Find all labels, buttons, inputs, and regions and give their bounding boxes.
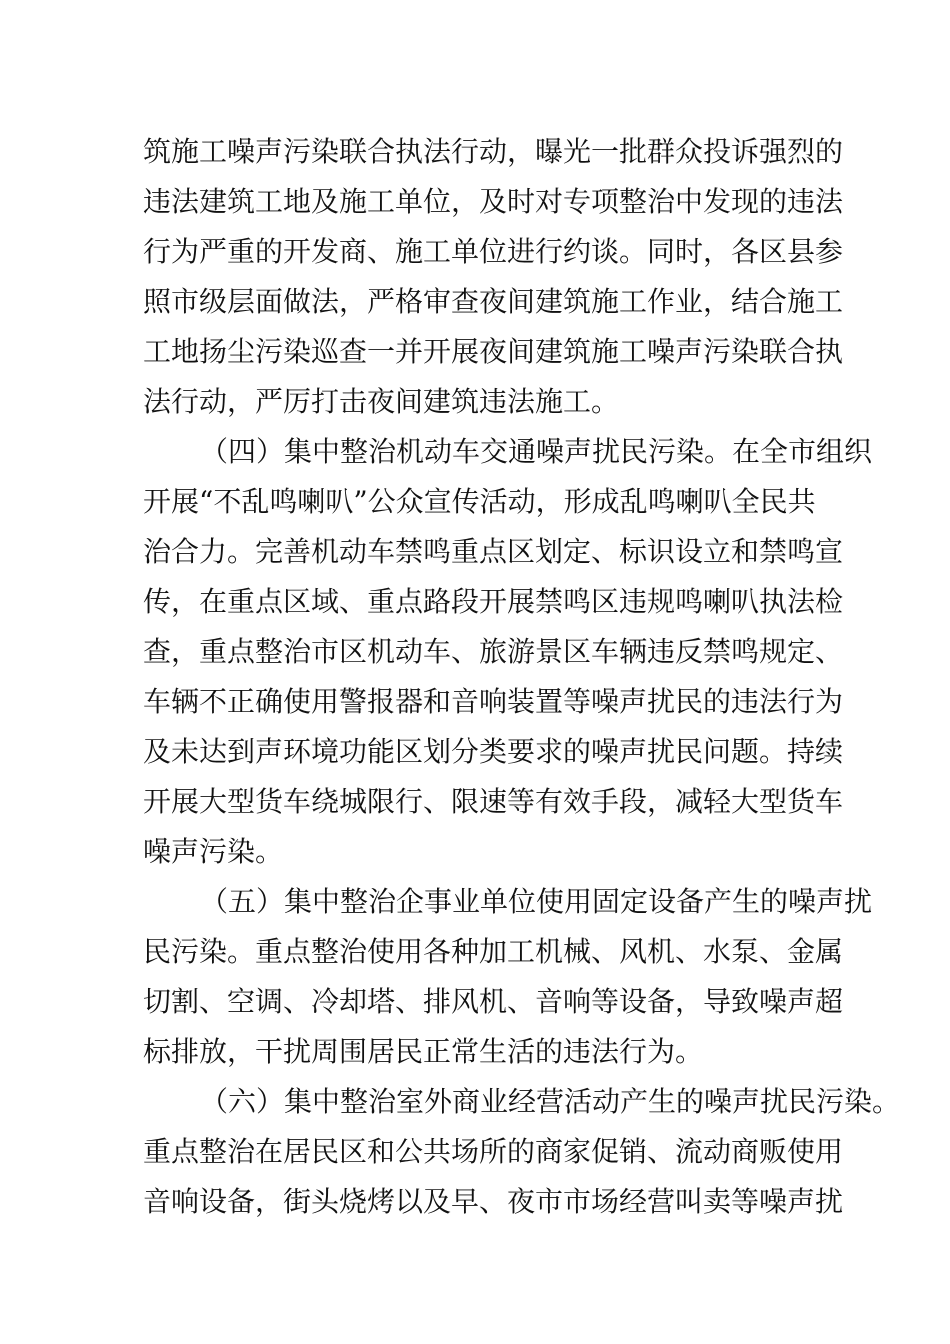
- text-line: 治合力。完善机动车禁鸣重点区划定、标识设立和禁鸣宣: [143, 535, 844, 568]
- text-line: 切割、空调、冷却塔、排风机、音响等设备，导致噪声超: [143, 985, 844, 1018]
- text-line: 噪声污染。: [143, 835, 284, 868]
- text-line: 行为严重的开发商、施工单位进行约谈。同时，各区县参: [143, 235, 844, 268]
- text-line: 传，在重点区域、重点路段开展禁鸣区违规鸣喇叭执法检: [143, 585, 844, 618]
- text-line: 音响设备，街头烧烤以及早、夜市市场经营叫卖等噪声扰: [143, 1185, 844, 1218]
- text-line: 标排放，干扰周围居民正常生活的违法行为。: [143, 1035, 704, 1068]
- text-line: 照市级层面做法，严格审查夜间建筑施工作业，结合施工: [143, 285, 844, 318]
- text-line: 筑施工噪声污染联合执法行动，曝光一批群众投诉强烈的: [143, 135, 844, 168]
- text-line: 民污染。重点整治使用各种加工机械、风机、水泵、金属: [143, 935, 844, 968]
- text-line: 法行动，严厉打击夜间建筑违法施工。: [143, 385, 620, 418]
- text-line: 开展“不乱鸣喇叭”公众宣传活动，形成乱鸣喇叭全民共: [143, 485, 816, 518]
- text-line: 重点整治在居民区和公共场所的商家促销、流动商贩使用: [143, 1135, 844, 1168]
- text-line: 工地扬尘污染巡查一并开展夜间建筑施工噪声污染联合执: [143, 335, 844, 368]
- text-line: 及未达到声环境功能区划分类要求的噪声扰民问题。持续: [143, 735, 844, 768]
- text-line: （四）集中整治机动车交通噪声扰民污染。在全市组织: [200, 435, 873, 468]
- text-line: 开展大型货车绕城限行、限速等有效手段，减轻大型货车: [143, 785, 844, 818]
- text-line: （六）集中整治室外商业经营活动产生的噪声扰民污染。: [200, 1085, 901, 1118]
- text-line: 违法建筑工地及施工单位，及时对专项整治中发现的违法: [143, 185, 844, 218]
- text-line: 车辆不正确使用警报器和音响装置等噪声扰民的违法行为: [143, 685, 844, 718]
- text-line: （五）集中整治企事业单位使用固定设备产生的噪声扰: [200, 885, 873, 918]
- text-line: 查，重点整治市区机动车、旅游景区车辆违反禁鸣规定、: [143, 635, 844, 668]
